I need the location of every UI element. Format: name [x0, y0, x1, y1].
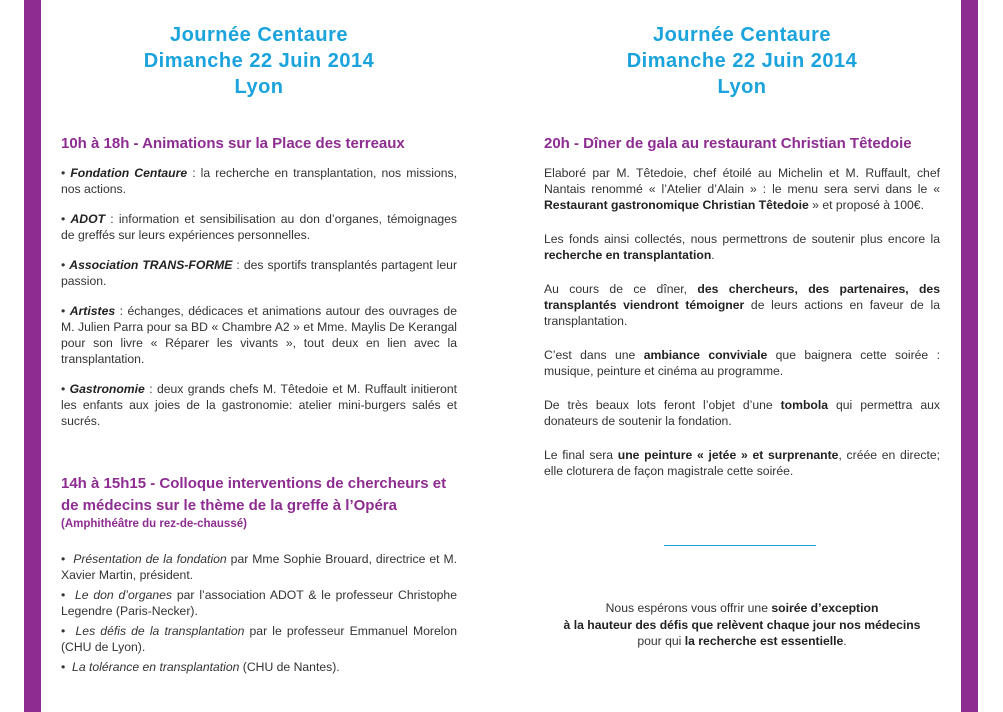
list-item: • Présentation de la fondation par Mme Sophie Brouard, directrice et M. Xavier Martin, président.: [61, 552, 457, 582]
list-item: • La tolérance en transplantation (CHU de Nantes).: [61, 660, 340, 674]
left-purple-border: [24, 0, 41, 712]
list-item: • Fondation Centaure : la recherche en transplantation, nos missions, nos actions.: [61, 166, 458, 196]
section-animations-title: 10h à 18h - Animations sur la Place des terreaux: [61, 135, 405, 152]
paragraph: Les fonds ainsi collectés, nous permettrons de soutenir plus encore la recherche en transplantation.: [544, 232, 940, 262]
header-city: Lyon: [234, 76, 284, 98]
list-item: • Le don d’organes par l’association ADOT & le professeur Christophe Legendre (Paris-Necker).: [61, 588, 457, 618]
list-item: • Les défis de la transplantation par le professeur Emmanuel Morelon (CHU de Lyon).: [61, 624, 457, 654]
header-date: Dimanche 22 Juin 2014: [626, 50, 858, 72]
paragraph: Au cours de ce dîner, des chercheurs, des partenaires, des transplantés viendront témoigner de leurs actions en faveur de la transplantation.: [544, 282, 940, 328]
list-item: • Association TRANS-FORME : des sportifs transplantés partagent leur passion.: [61, 258, 457, 288]
header-city: Lyon: [717, 76, 767, 98]
right-column: [544, 20, 940, 479]
header-event-name: Journée Centaure: [169, 24, 349, 46]
header-event-name: Journée Centaure: [652, 24, 832, 46]
paragraph: Le final sera une peinture « jetée » et surprenante, créée en directe; elle cloturera de façon magistrale cette soirée.: [544, 448, 941, 478]
right-purple-border: [961, 0, 978, 712]
divider-line: [664, 545, 816, 546]
paragraph: Elaboré par M. Têtedoie, chef étoilé au Michelin et M. Ruffault, chef Nantais renommé « l’Atelier d’Alain » : le menu sera servi dans le « Restaurant gastronomique Christian Têtedoie » et proposé à 100€.: [544, 166, 940, 212]
paragraph: C’est dans une ambiance conviviale que baignera cette soirée : musique, peinture et cinéma au programme.: [544, 348, 940, 378]
section-colloque-subtitle: (Amphithéâtre du rez-de-chaussé): [61, 518, 247, 530]
list-item: • ADOT : information et sensibilisation au don d’organes, témoignages de greffés sur leurs expériences personnelles.: [61, 212, 457, 242]
closing-message: Nous espérons vous offrir une soirée d’exception à la hauteur des défis que relèvent chaque jour nos médecins pour qui la recherche est essentielle.: [563, 601, 921, 648]
left-column: [61, 20, 457, 675]
right-header: [544, 22, 940, 100]
left-header: [61, 22, 457, 100]
section-colloque-title: 14h à 15h15 - Colloque interventions de chercheurs et de médecins sur le thème de la greffe à l’Opéra: [61, 475, 447, 514]
paragraph: De très beaux lots feront l’objet d’une tombola qui permettra aux donateurs de soutenir la fondation.: [544, 398, 940, 428]
section-dinner-title: 20h - Dîner de gala au restaurant Christian Têtedoie: [544, 135, 912, 152]
list-item: • Gastronomie : deux grands chefs M. Têtedoie et M. Ruffault initieront les enfants aux joies de la gastronomie: atelier mini-burgers salés et sucrés.: [61, 382, 457, 428]
header-date: Dimanche 22 Juin 2014: [143, 50, 375, 72]
list-item: • Artistes : échanges, dédicaces et animations autour des ouvrages de M. Julien Parra pour sa BD « Chambre A2 » et Mme. Maylis De Kerangal pour son livre « Réparer les vivants », tout deux en lien avec la transplantation.: [61, 304, 457, 366]
